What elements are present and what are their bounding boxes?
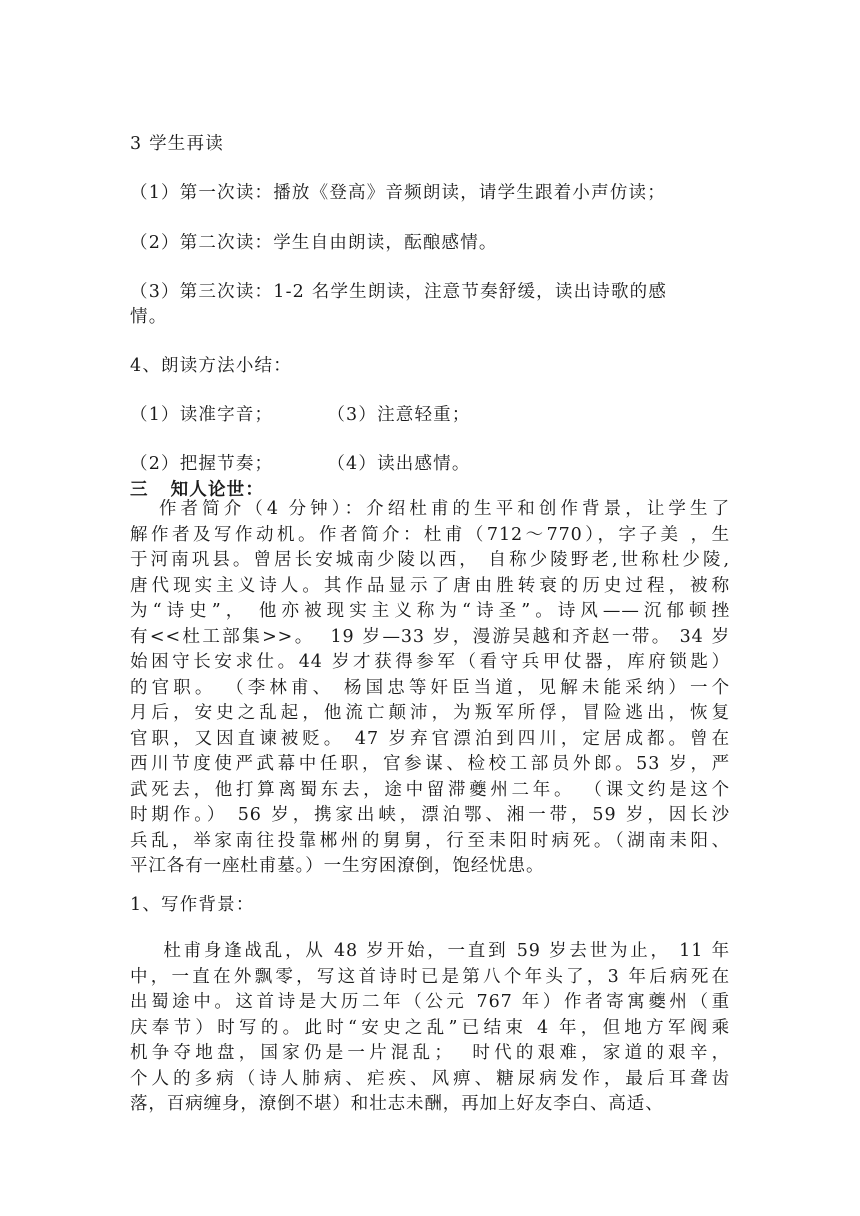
writing-background-line: 个人的多病（诗人肺病、疟疾、风痹、糖尿病发作，最后耳聋齿 [130,1068,730,1089]
author-introduction-line: 于河南巩县。曾居长安城南少陵以西， 自称少陵野老,世称杜少陵, [130,550,730,570]
author-introduction-line: 兵乱，举家南往投靠郴州的舅舅，行至耒阳时病死。（湖南耒阳、 [130,830,730,851]
writing-background-paragraph [130,939,730,1118]
author-introduction-line: 唐代现实主义诗人。其作品显示了唐由胜转衰的历史过程，被称 [130,575,730,596]
writing-background-line: 机争夺地盘，国家仍是一片混乱； 时代的艰难，家道的艰辛， [130,1043,730,1063]
part-3-heading: 三 知人论世： [130,480,265,500]
method-summary-row-2: （2）把握节奏； （4）读出感情。 [130,454,471,474]
reading-step-3-line-2: 情。 [130,307,168,327]
author-introduction-line: 作者简介（4 分钟）：介绍杜甫的生平和创作背景，让学生了 [130,499,730,519]
reading-step-1: （1）第一次读：播放《登高》音频朗读，请学生跟着小声仿读； [130,183,666,203]
reading-step-2: （2）第二次读：学生自由朗读，酝酿感情。 [130,233,498,253]
section-4-heading: 4、朗读方法小结： [130,356,292,376]
author-introduction-line: 平江各有一座杜甫墓。）一生穷困潦倒，饱经忧患。 [130,856,545,876]
writing-background-line: 杜甫身逢战乱，从 48 岁开始，一直到 59 岁去世为止， 11 年 [130,941,730,961]
author-introduction-line: 的官职。 （李林甫、 杨国忠等奸臣当道，见解未能采纳）一个 [130,677,730,698]
writing-background-line: 庆奉节）时写的。此时“安史之乱”已结束 4 年，但地方军阀乘 [130,1017,730,1038]
section-3-heading: 3 学生再读 [130,134,224,154]
author-introduction-line: 时期作。） 56 岁，携家出峡，漂泊鄂、湘一带，59 岁，因长沙 [130,805,730,825]
writing-background-heading: 1、写作背景： [130,895,255,915]
writing-background-line: 中，一直在外飘零，写这首诗时已是第八个年头了，3 年后病死在 [130,966,730,987]
reading-step-3-line-1: （3）第三次读：1-2 名学生朗读，注意节奏舒缓，读出诗歌的感 [130,282,668,302]
author-introduction-paragraph [130,497,730,880]
author-introduction-line: 有<<杜工部集>>。 19 岁—33 岁，漫游吴越和齐赵一带。 34 岁 [130,626,730,647]
method-summary-row-1: （1）读准字音； （3）注意轻重； [130,405,471,425]
author-introduction-line: 月后，安史之乱起，他流亡颠沛，为叛军所俘，冒险逃出，恢复 [130,703,730,723]
author-introduction-line: 西川节度使严武幕中任职，官参谋、检校工部员外郎。53 岁，严 [130,754,730,774]
author-introduction-line: 解作者及写作动机。作者简介：杜甫（712～770），字子美 ，生 [130,524,730,545]
author-introduction-line: 为“诗史”， 他亦被现实主义称为“诗圣”。诗风——沉郁顿挫 [130,601,730,621]
author-introduction-line: 始困守长安求仕。44 岁才获得参军（看守兵甲仗器，库府锁匙） [130,652,730,672]
author-introduction-line: 武死去，他打算离蜀东去，途中留滞夔州二年。 （课文约是这个 [130,779,730,800]
author-introduction-line: 官职，又因直谏被贬。 47 岁弃官漂泊到四川，定居成都。曾在 [130,728,730,749]
writing-background-line: 出蜀途中。这首诗是大历二年（公元 767 年）作者寄寓夔州（重 [130,992,730,1012]
writing-background-line: 落，百病缠身，潦倒不堪）和壮志未酬，再加上好友李白、高适、 [130,1094,664,1114]
